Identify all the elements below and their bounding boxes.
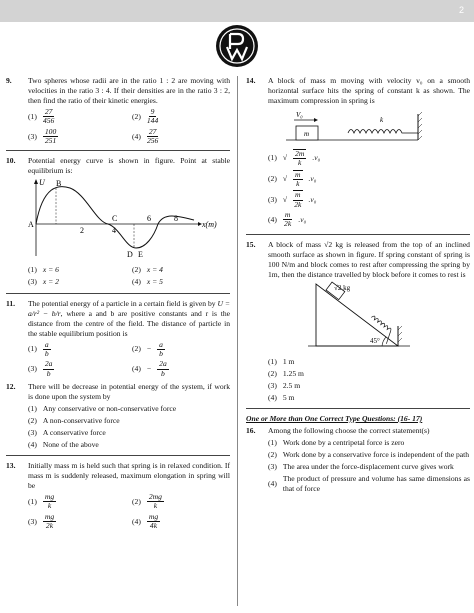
point-a: A [28, 220, 34, 230]
option-2[interactable]: (2) A non-conservative force [28, 415, 120, 425]
tick-8: 8 [174, 214, 178, 224]
question-15: 15. A block of mass √2 kg is released from the top of an inclined smooth surface as shown in figure. If spring constant of spring is 100 N/m and block comes to rest after compressing the spring by 1m, then the distance travelled by block before it comes to rest is √2 kg 45° (1) 1 m (2) 1.25 m (3) 2.5 m (4) 5 m [246, 239, 470, 402]
option-4[interactable]: (4) $\frac{m}{2k}$ .v₀ [268, 210, 307, 229]
options [28, 404, 230, 450]
question-text: Two spheres whose radii are in the ratio 1 : 2 are moving with velocities in the ratio 3 : 4. If their densities are in the ratio 3 : 2, then find the ratio of their kinetic energies. [28, 76, 230, 106]
options [28, 493, 230, 530]
spring-label: k [380, 116, 384, 125]
page-number: 2 [458, 5, 464, 15]
question-9: 9. Two spheres whose radii are in the ratio 1 : 2 are moving with velocities in the ratio 3 : 4. If their densities are in the ratio 3 : 2, then find the ratio of their kinetic energies. (1) $\frac{27}{456}$ (2) $\frac{9}{144}$ (3) $\frac{100}{251}$ (4) $\frac{27}{256}$ [6, 76, 230, 146]
separator [6, 150, 230, 151]
options [28, 341, 230, 378]
question-10: 10. Potential energy curve is shown in figure. Point at stable equilibrium is: U x(m) A B C D E 2 4 6 8 (1) x = 6 (2) x = 4 (3) x = 2 (4) x = 5 [6, 156, 230, 287]
option-4[interactable]: (4) The product of pressure and volume has same dimensions as that of force [268, 474, 470, 494]
column-divider [237, 76, 238, 606]
question-16: 16. Among the following choose the correct statement(s) (1) Work done by a centripetal force is zero (2) Work done by a conservative force is independent of the path (3) The area under the force-displacement curve gives work (4) The product of pressure and volume has same dimensions as that of force [246, 425, 470, 494]
question-text: A block of mass √2 kg is released from the top of an inclined smooth surface as shown in figure. If spring constant of spring is 100 N/m and block comes to rest after compressing the spring by 1m, then the distance travelled by block before it comes to rest is [268, 239, 470, 279]
x-axis-label: x(m) [202, 220, 217, 230]
mass-label: √2 kg [334, 283, 351, 292]
option-3[interactable]: (3) 2.5 m [268, 380, 301, 390]
question-11: 11. The potential energy of a particle in a certain field is given by U = a/r² − b/r, where a and b are positive constants and r is the distance from the centre of the field. The distance of particle in the stable equilibrium position is (1) $\frac{a}{b}$ (2) − $\frac{a}{b}$ (3) $\frac{2a}{b}$ (4) − $\frac{2a}{b}$ [6, 298, 230, 378]
option-1[interactable]: (1) √ $\frac{2m}{k}$ .v₀ [268, 149, 321, 168]
block-spring-figure [268, 106, 448, 144]
separator [6, 455, 230, 456]
separator [6, 293, 230, 294]
y-axis-label: U [39, 178, 45, 188]
option-4[interactable]: (4) $\frac{mg}{4k}$ [132, 511, 159, 531]
question-14: 14. A block of mass m moving with velocity v₀ on a smooth horizontal surface hits the spring of constant k as shown. The maximum compression in spring is V₀ m k (1) √ $\frac{2m}{k}$ .v₀ (2) √ $\frac{m}{k}$ .v₀ (3) √ $\frac{m}{2k}$ .v₀ (4) $\frac{m}{2k}$ .v₀ [246, 76, 470, 229]
options [28, 108, 230, 145]
options [28, 265, 230, 287]
question-text: A block of mass m moving with velocity v₀ on a smooth horizontal surface hits the spring of constant k as shown. The maximum compression in spring is [268, 76, 470, 106]
question-13: 13. Initially mass m is held such that spring is in relaxed condition. If mass m is suddenly released, maximum elongation in spring will be (1) $\frac{mg}{k}$ (2) $\frac{2mg}{k}$ (3) $\frac{mg}{2k}$ (4) $\frac{mg}{4k}$ [6, 461, 230, 531]
question-text: There will be decrease in potential energy of the system, if work is done upon the system by [28, 381, 230, 401]
tick-2: 2 [80, 226, 84, 236]
question-text: The potential energy of a particle in a certain field is given by U = a/r² − b/r, where a and b are positive constants and r is the distance from the centre of the field. The distance of particle in the stable equilibrium position is [28, 298, 230, 338]
option-2[interactable]: (2) 1.25 m [268, 368, 304, 378]
option-2[interactable]: (2) √ $\frac{m}{k}$ .v₀ [268, 169, 317, 189]
option-1[interactable]: (1) Work done by a centripetal force is zero [268, 437, 405, 447]
question-text: Potential energy curve is shown in figure. Point at stable equilibrium is: [28, 156, 230, 176]
point-c: C [112, 214, 118, 224]
option-4[interactable]: (4) $\frac{27}{256}$ [132, 126, 159, 146]
angle-label: 45° [370, 336, 380, 345]
left-column [6, 76, 230, 534]
option-3[interactable]: (3) A conservative force [28, 428, 106, 437]
pw-logo [216, 25, 258, 67]
incline-figure [268, 280, 418, 352]
option-3[interactable]: (3) $\frac{100}{251}$ [28, 126, 57, 146]
option-4[interactable]: (4) − $\frac{2a}{b}$ [132, 359, 167, 378]
separator [246, 408, 470, 409]
section-heading: One or More than One Correct Type Questions: (16- 17) [246, 413, 423, 423]
option-3[interactable]: (3) $\frac{mg}{2k}$ [28, 511, 55, 531]
option-1[interactable]: (1) $\frac{mg}{k}$ [28, 492, 55, 511]
option-2[interactable]: (2) x = 4 [132, 265, 163, 275]
formula: U = a/r² − b/r [28, 298, 230, 318]
option-2[interactable]: (2) − $\frac{a}{b}$ [132, 339, 163, 358]
question-text: Initially mass m is held such that spring is in relaxed condition. If mass m is suddenly released, maximum elongation in spring will be [28, 461, 230, 491]
potential-energy-curve-figure [28, 176, 228, 260]
option-3[interactable]: (3) $\frac{2a}{b}$ [28, 359, 53, 378]
option-1[interactable]: (1) $\frac{27}{456}$ [28, 107, 55, 126]
option-4[interactable]: (4) 5 m [268, 392, 295, 402]
tick-4: 4 [112, 226, 116, 236]
option-4[interactable]: (4) None of the above [28, 440, 99, 450]
option-1[interactable]: (1) $\frac{a}{b}$ [28, 339, 49, 358]
options [268, 357, 470, 403]
question-12: 12. There will be decrease in potential energy of the system, if work is done upon the system by (1) Any conservative or non-conservative force (2) A non-conservative force (3) A conservative force (4) None of the above [6, 381, 230, 450]
option-3[interactable]: (3) x = 2 [28, 277, 59, 287]
option-1[interactable]: (1) Any conservative or non-conservative force [28, 403, 177, 413]
option-2[interactable]: (2) $\frac{2mg}{k}$ [132, 492, 162, 511]
option-3[interactable]: (3) √ $\frac{m}{2k}$ .v₀ [268, 190, 317, 209]
point-b: B [56, 179, 62, 189]
point-d: D [127, 250, 133, 260]
option-1[interactable]: (1) x = 6 [28, 265, 59, 275]
option-2[interactable]: (2) Work done by a conservative force is independent of the path [268, 450, 470, 459]
velocity-label: V₀ [296, 111, 303, 120]
right-column [246, 76, 470, 498]
options [268, 438, 470, 494]
question-text: Among the following choose the correct statement(s) [268, 425, 430, 435]
option-2[interactable]: (2) $\frac{9}{144}$ [132, 107, 159, 126]
option-1[interactable]: (1) 1 m [268, 356, 295, 366]
point-e: E [138, 250, 143, 260]
option-4[interactable]: (4) x = 5 [132, 277, 163, 287]
header-bar [0, 0, 474, 22]
mass-label: m [304, 130, 310, 139]
tick-6: 6 [147, 214, 151, 224]
options [268, 149, 470, 229]
separator [246, 234, 470, 235]
option-3[interactable]: (3) The area under the force-displacement curve gives work [268, 462, 454, 472]
